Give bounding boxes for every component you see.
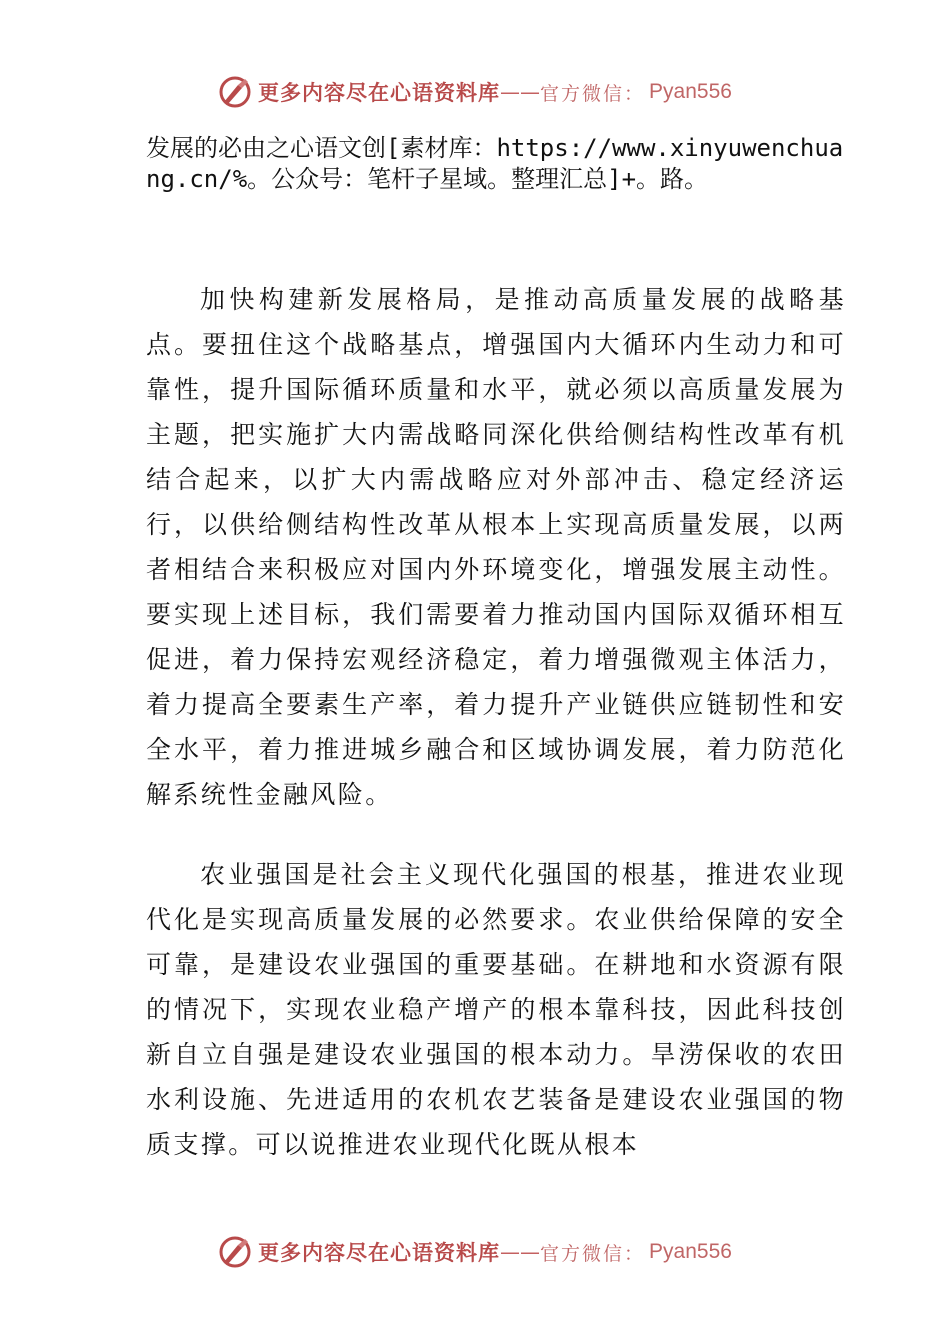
brush-logo-icon bbox=[218, 75, 252, 109]
brush-logo-icon bbox=[218, 1235, 252, 1269]
header-banner bbox=[0, 72, 950, 112]
banner-title: 更多内容尽在心语资料库 bbox=[258, 80, 501, 105]
banner-title: 更多内容尽在心语资料库 bbox=[258, 1240, 501, 1265]
banner-separator: —— bbox=[500, 1240, 541, 1264]
banner-wechat-id: Pyan556 bbox=[649, 1240, 732, 1263]
banner-wechat-id: Pyan556 bbox=[649, 80, 732, 103]
paragraph-1: 加快构建新发展格局，是推动高质量发展的战略基点。要扭住这个战略基点，增强国内大循环内生动力和可靠性，提升国际循环质量和水平，就必须以高质量发展为主题，把实施扩大内需战略同深化供给侧结构性改革有机结合起来，以扩大内需战略应对外部冲击、稳定经济运行，以供给侧结构性改革从根本上实现高质量发展，以两者相结合来积极应对国内外环境变化，增强发展主动性。要实现上述目标，我们需要着力推动国内国际双循环相互促进，着力保持宏观经济稳定，着力增强微观主体活力，着力提高全要素生产率，着力提升产业链供应链韧性和安全水平，着力推进城乡融合和区域协调发展，着力防范化解系统性金融风险。 bbox=[146, 285, 846, 809]
banner-separator: —— bbox=[500, 80, 541, 104]
banner-wechat-label: 官方微信： bbox=[540, 1242, 646, 1265]
banner-wechat-label: 官方微信： bbox=[540, 82, 646, 105]
lead-text: 发展的必由之心语文创[素材库：https://www.xinyuwenchuang.cn/%。公众号：笔杆子星域。整理汇总]+。路。 bbox=[146, 134, 844, 193]
paragraph-2: 农业强国是社会主义现代化强国的根基，推进农业现代化是实现高质量发展的必然要求。农业供给保障的安全可靠，是建设农业强国的重要基础。在耕地和水资源有限的情况下，实现农业稳产增产的根本靠科技，因此科技创新自立自强是建设农业强国的根本动力。旱涝保收的农田水利设施、先进适用的农机农艺装备是建设农业强国的物质支撑。可以说推进农业现代化既从根本 bbox=[146, 860, 846, 1159]
footer-banner bbox=[0, 1232, 950, 1272]
